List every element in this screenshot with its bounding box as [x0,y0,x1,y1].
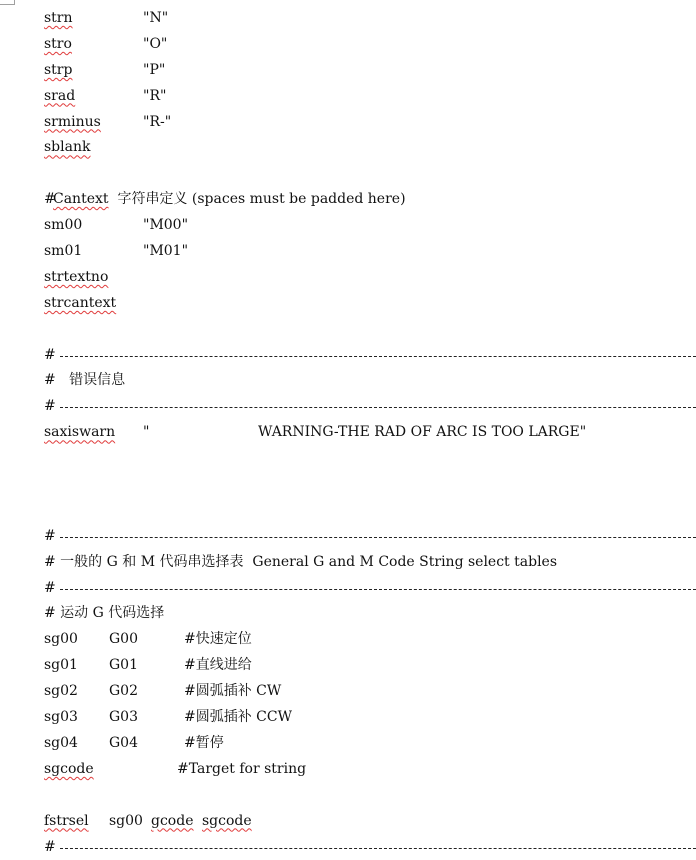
doc-line [44,627,696,653]
doc-line [44,472,696,498]
gcode-var: sg02 [44,679,78,705]
rule-marker: # [44,394,56,420]
doc-line [44,446,696,472]
doc-line [44,239,696,265]
doc-line [44,731,696,757]
gcode-comment: #快速定位 [184,627,252,653]
rule-marker: # [44,835,56,860]
doc-line [44,601,696,627]
rule-marker: # [44,524,56,550]
doc-line [44,32,696,58]
doc-line [44,679,696,705]
gcode-code: G04 [109,731,138,757]
gcode-code: G00 [109,627,138,653]
gcode-code: G01 [109,653,138,679]
warning-message: WARNING-THE RAD OF ARC IS TOO LARGE" [258,420,586,446]
doc-line [44,161,696,187]
doc-line [44,783,696,809]
dashed-rule [60,356,696,357]
gcode-var: sg03 [44,705,78,731]
gcode-comment: #暂停 [184,731,224,757]
doc-line [44,265,696,291]
doc-line [44,317,696,343]
doc-line [44,757,696,783]
dashed-rule [60,848,696,849]
doc-line [44,58,696,84]
setting-value: "N" [143,6,168,32]
setting-value: "M00" [143,213,188,239]
dashed-rule [60,407,696,408]
setting-name: sm01 [44,239,82,265]
fstrsel-part: sg00 [109,809,143,835]
doc-line [44,213,696,239]
setting-name: srad [44,84,75,110]
setting-name: sgcode [44,757,94,783]
doc-line [44,6,696,32]
quote-mark: " [143,420,149,446]
setting-value: "P" [143,58,165,84]
gcode-code: G02 [109,679,138,705]
setting-name: strtextno [44,265,108,291]
doc-line [44,135,696,161]
dashed-rule [60,537,696,538]
setting-value: "R" [143,84,166,110]
fstrsel-part: fstrsel [44,809,89,835]
gcode-var: sg01 [44,653,78,679]
target-comment: #Target for string [177,757,306,783]
rule-marker: # [44,343,56,369]
comment-text: # 一般的 G 和 M 代码串选择表 General G and M Code String select tables [44,550,557,576]
doc-line [44,84,696,110]
doc-line [44,187,696,213]
setting-name: strp [44,58,72,84]
document-body [44,6,696,860]
gcode-code: G03 [109,705,138,731]
setting-name: saxiswarn [44,420,115,446]
doc-line [44,291,696,317]
setting-name: sblank [44,135,90,161]
gcode-comment: #圆弧插补 CW [184,679,281,705]
setting-name: srminus [44,110,101,136]
comment-keyword: Cantext [53,187,109,213]
setting-name: stro [44,32,72,58]
gcode-comment: #圆弧插补 CCW [184,705,292,731]
gcode-var: sg00 [44,627,78,653]
doc-line [44,576,696,602]
doc-line [44,524,696,550]
fstrsel-part: gcode [151,809,193,835]
doc-line [44,394,696,420]
rule-marker: # [44,576,56,602]
setting-value: "M01" [143,239,188,265]
doc-line [44,550,696,576]
setting-value: "O" [143,32,167,58]
comment-text: # 运动 G 代码选择 [44,601,164,627]
gcode-comment: #直线进给 [184,653,252,679]
doc-line [44,809,696,835]
doc-line [44,343,696,369]
doc-line [44,705,696,731]
dashed-rule [60,589,696,590]
doc-line [44,498,696,524]
fstrsel-part: sgcode [202,809,252,835]
comment-prefix: # [44,187,56,213]
doc-line [44,835,696,860]
doc-line [44,368,696,394]
gcode-var: sg04 [44,731,78,757]
setting-value: "R-" [143,110,171,136]
doc-line [44,420,696,446]
page-corner-mark [0,0,15,5]
comment-text: 字符串定义 (spaces must be padded here) [113,187,406,213]
doc-line [44,110,696,136]
comment-text: # 错误信息 [44,368,125,394]
setting-name: strn [44,6,73,32]
setting-name: sm00 [44,213,82,239]
setting-name: strcantext [44,291,116,317]
doc-line [44,653,696,679]
